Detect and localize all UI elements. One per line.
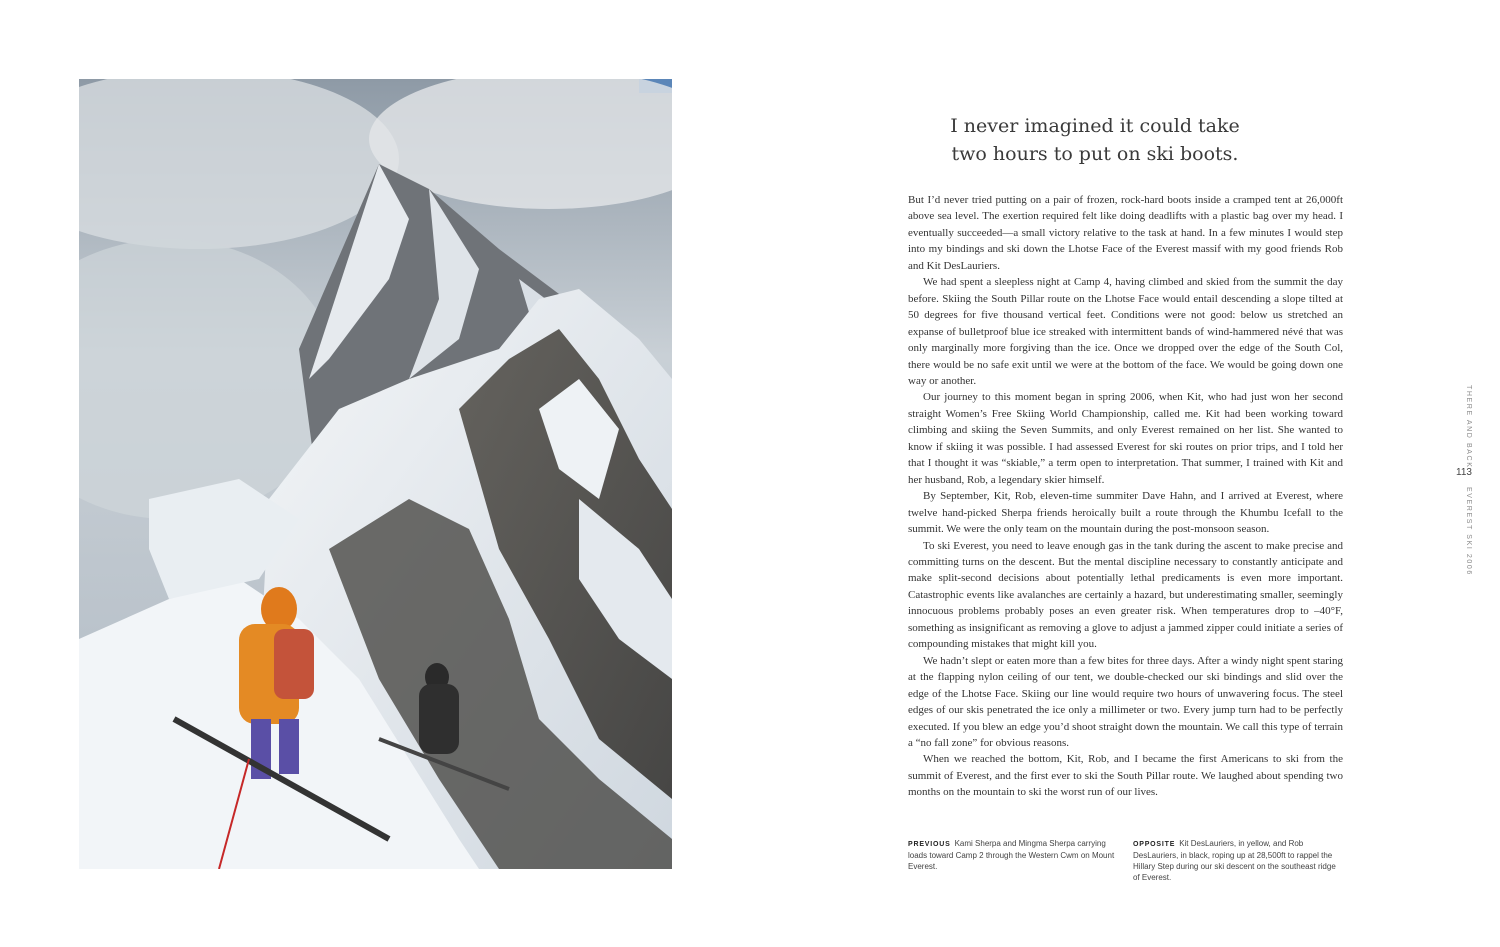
caption-previous bbox=[908, 838, 1118, 872]
paragraph: By September, Kit, Rob, eleven-time summiter Dave Hahn, and I arrived at Everest, where twelve hand-picked Sherpa friends heroically built a route through the Khumbu Icefall to the summit. We were the only team on the mountain during the post-monsoon season. bbox=[908, 490, 1343, 536]
mountain-photo bbox=[79, 79, 672, 869]
article-body bbox=[908, 192, 1343, 801]
caption-opposite-label: OPPOSITE bbox=[1133, 841, 1176, 848]
article-title bbox=[920, 112, 1270, 168]
mountain-photo-icon bbox=[79, 79, 672, 869]
paragraph: Our journey to this moment began in spring 2006, when Kit, who had just won her second straight Women’s Free Skiing World Championship, called me. Kit had been working toward climbing and skiing the Seven Summits, and only Everest remained on her list. She wanted to know if skiing it was possible. I had assessed Everest for ski routes on prior trips, and I told her that I thought it was “skiable,” a term open to interpretation. That summer, I trained with Kit and her husband, Rob, a legendary skier himself. bbox=[908, 391, 1343, 486]
paragraph: When we reached the bottom, Kit, Rob, and I became the first Americans to ski from the summit of Everest, and the first ever to ski the South Pillar route. We laughed about spending two months on the mountain to ski the worst run of our lives. bbox=[908, 753, 1343, 799]
running-head-chapter: EVEREST SKI 2006 bbox=[1465, 487, 1472, 576]
paragraph: But I’d never tried putting on a pair of frozen, rock-hard boots inside a cramped tent at 26,000ft above sea level. The exertion required felt like doing deadlifts with a plastic bag over my head. I eventually succeeded—a small victory relative to the task at hand. In a few minutes I would step into my bindings and ski down the Lhotse Face of the Everest massif with my good friends Rob and Kit DesLauriers. bbox=[908, 194, 1343, 272]
caption-opposite-text: Kit DesLauriers, in yellow, and Rob DesLauriers, in black, roping up at 28,500ft to rappel the Hillary Step during our ski descent on the southeast ridge of Everest. bbox=[1133, 839, 1336, 882]
title-line-2: two hours to put on ski boots. bbox=[951, 143, 1239, 165]
page-number: 113 bbox=[1456, 467, 1472, 478]
caption-previous-text: Kami Sherpa and Mingma Sherpa carrying loads toward Camp 2 through the Western Cwm on Mount Everest. bbox=[908, 839, 1115, 871]
caption-previous-label: PREVIOUS bbox=[908, 841, 951, 848]
running-head-book: THERE AND BACK bbox=[1465, 385, 1472, 469]
paragraph: We had spent a sleepless night at Camp 4, having climbed and skied from the summit the day before. Skiing the South Pillar route on the Lhotse Face would entail descending a slope tilted at 50 degrees for five thousand vertical feet. Conditions were not good: below us stretched an expanse of bulletproof blue ice streaked with intermittent bands of wind-hammered névé that was only marginally more forgiving than the ice. Once we dropped over the edge of the South Col, there would be no safe exit until we were at the bottom of the face. We would be going down one way or another. bbox=[908, 276, 1343, 387]
caption-opposite bbox=[1133, 838, 1343, 883]
paragraph: To ski Everest, you need to leave enough gas in the tank during the ascent to make precise and committing turns on the descent. But the mental discipline necessary to constantly anticipate and make split-second decisions about potentially lethal predicaments is even more important. Catastrophic events like avalanches are certainly a hazard, but underestimating smaller, seemingly innocuous problems probably poses an even greater risk. When temperatures drop to –40°F, something as insignificant as removing a glove to adjust a jammed zipper could initiate a series of compounding mistakes that might kill you. bbox=[908, 539, 1343, 651]
paragraph: We hadn’t slept or eaten more than a few bites for three days. After a windy night spent staring at the flapping nylon ceiling of our tent, we double-checked our ski bindings and slid over the edge of the Lhotse Face. Skiing our line would require two hours of unwavering focus. The steel edges of our skis penetrated the ice only a millimeter or two. Every jump turn had to be perfectly executed. If you blew an edge you’d shoot straight down the mountain. We call this type of terrain a “no fall zone” for obvious reasons. bbox=[908, 654, 1343, 749]
title-line-1: I never imagined it could take bbox=[950, 115, 1240, 137]
